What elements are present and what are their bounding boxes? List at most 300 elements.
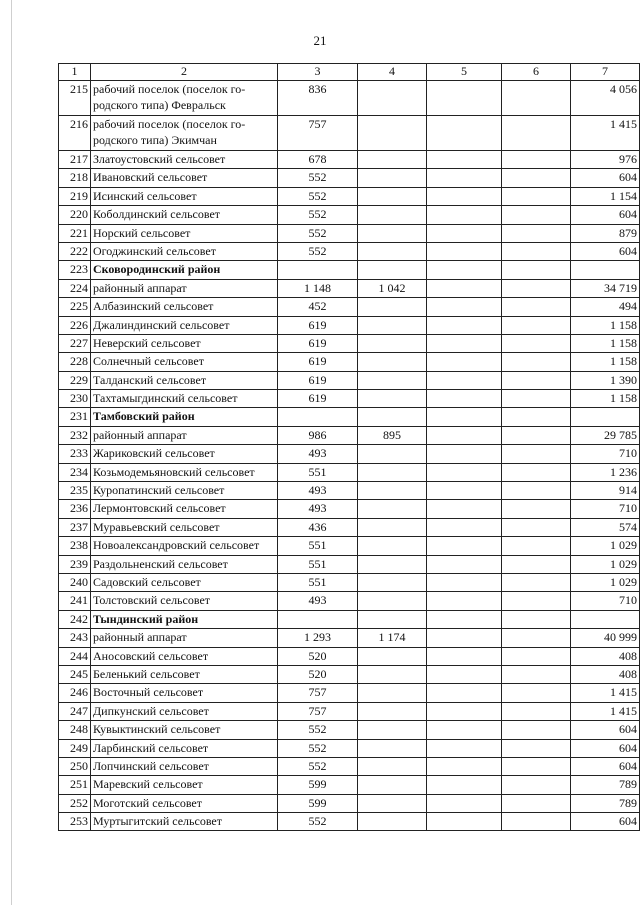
cell-col-5	[427, 518, 502, 536]
cell-col-5	[427, 555, 502, 573]
cell-col-6	[502, 573, 571, 591]
table-row	[59, 298, 640, 316]
row-name: Джалиндинский сельсовет	[91, 316, 278, 334]
row-number: 215	[59, 81, 91, 116]
row-name: рабочий поселок (поселок го-родского типа) Экимчан	[91, 116, 278, 151]
cell-col-5	[427, 334, 502, 352]
cell-col-4	[358, 592, 427, 610]
cell-col-7: 1 154	[571, 187, 640, 205]
row-number: 236	[59, 500, 91, 518]
row-number: 235	[59, 482, 91, 500]
table-row	[59, 573, 640, 591]
cell-col-5	[427, 187, 502, 205]
row-number: 242	[59, 610, 91, 628]
cell-col-7: 914	[571, 482, 640, 500]
table-row	[59, 151, 640, 169]
row-name: районный аппарат	[91, 279, 278, 297]
table-row	[59, 702, 640, 720]
row-name: Сковородинский район	[91, 261, 278, 279]
cell-col-4	[358, 445, 427, 463]
cell-col-3: 552	[278, 757, 358, 775]
cell-col-5	[427, 261, 502, 279]
cell-col-4	[358, 390, 427, 408]
row-number: 217	[59, 151, 91, 169]
cell-col-6	[502, 242, 571, 260]
table-row	[59, 334, 640, 352]
row-name: Ивановский сельсовет	[91, 169, 278, 187]
row-name: Муравьевский сельсовет	[91, 518, 278, 536]
row-name: Муртыгитский сельсовет	[91, 813, 278, 831]
row-number: 221	[59, 224, 91, 242]
cell-col-7: 710	[571, 592, 640, 610]
cell-col-7: 604	[571, 721, 640, 739]
cell-col-4	[358, 169, 427, 187]
row-name: Маревский сельсовет	[91, 776, 278, 794]
table-row	[59, 518, 640, 536]
cell-col-3: 493	[278, 500, 358, 518]
cell-col-4	[358, 81, 427, 116]
cell-col-6	[502, 537, 571, 555]
row-number: 230	[59, 390, 91, 408]
row-name: районный аппарат	[91, 629, 278, 647]
row-number: 237	[59, 518, 91, 536]
cell-col-5	[427, 537, 502, 555]
cell-col-4	[358, 242, 427, 260]
row-name: Лопчинский сельсовет	[91, 757, 278, 775]
cell-col-7: 1 415	[571, 702, 640, 720]
cell-col-6	[502, 482, 571, 500]
cell-col-7: 604	[571, 739, 640, 757]
row-name: Солнечный сельсовет	[91, 353, 278, 371]
cell-col-5	[427, 169, 502, 187]
cell-col-7: 604	[571, 242, 640, 260]
row-number: 252	[59, 794, 91, 812]
row-number: 253	[59, 813, 91, 831]
cell-col-4	[358, 371, 427, 389]
cell-col-5	[427, 445, 502, 463]
cell-col-3: 552	[278, 813, 358, 831]
row-number: 224	[59, 279, 91, 297]
cell-col-5	[427, 665, 502, 683]
cell-col-5	[427, 794, 502, 812]
row-number: 232	[59, 426, 91, 444]
cell-col-3: 986	[278, 426, 358, 444]
cell-col-5	[427, 629, 502, 647]
table-row	[59, 463, 640, 481]
cell-col-7: 408	[571, 665, 640, 683]
cell-col-6	[502, 702, 571, 720]
cell-col-7: 604	[571, 813, 640, 831]
table-row	[59, 116, 640, 151]
row-name: Садовский сельсовет	[91, 573, 278, 591]
cell-col-3: 1 148	[278, 279, 358, 297]
row-name: Исинский сельсовет	[91, 187, 278, 205]
scan-edge-line	[11, 0, 12, 905]
cell-col-4	[358, 116, 427, 151]
cell-col-7: 29 785	[571, 426, 640, 444]
cell-col-3	[278, 261, 358, 279]
cell-col-7: 789	[571, 794, 640, 812]
row-name: районный аппарат	[91, 426, 278, 444]
cell-col-3: 619	[278, 334, 358, 352]
cell-col-6	[502, 116, 571, 151]
cell-col-7: 1 390	[571, 371, 640, 389]
cell-col-6	[502, 279, 571, 297]
row-number: 243	[59, 629, 91, 647]
table-row	[59, 169, 640, 187]
cell-col-7: 574	[571, 518, 640, 536]
row-name: Неверский сельсовет	[91, 334, 278, 352]
cell-col-4	[358, 555, 427, 573]
cell-col-7: 1 158	[571, 390, 640, 408]
cell-col-5	[427, 224, 502, 242]
cell-col-4	[358, 353, 427, 371]
cell-col-3: 757	[278, 684, 358, 702]
table-row	[59, 739, 640, 757]
row-number: 219	[59, 187, 91, 205]
row-number: 250	[59, 757, 91, 775]
cell-col-7: 604	[571, 757, 640, 775]
cell-col-6	[502, 261, 571, 279]
cell-col-6	[502, 353, 571, 371]
cell-col-3: 551	[278, 463, 358, 481]
row-number: 239	[59, 555, 91, 573]
cell-col-4	[358, 665, 427, 683]
cell-col-7: 34 719	[571, 279, 640, 297]
cell-col-4	[358, 151, 427, 169]
table-row	[59, 224, 640, 242]
cell-col-5	[427, 116, 502, 151]
cell-col-4	[358, 334, 427, 352]
cell-col-3: 552	[278, 721, 358, 739]
table-row	[59, 390, 640, 408]
row-name: Куропатинский сельсовет	[91, 482, 278, 500]
table-row	[59, 665, 640, 683]
cell-col-5	[427, 353, 502, 371]
cell-col-6	[502, 316, 571, 334]
cell-col-6	[502, 390, 571, 408]
cell-col-7: 710	[571, 445, 640, 463]
cell-col-3: 757	[278, 116, 358, 151]
cell-col-3: 836	[278, 81, 358, 116]
cell-col-5	[427, 242, 502, 260]
cell-col-7: 879	[571, 224, 640, 242]
cell-col-6	[502, 151, 571, 169]
row-name: Норский сельсовет	[91, 224, 278, 242]
cell-col-3: 619	[278, 390, 358, 408]
table-row	[59, 371, 640, 389]
cell-col-6	[502, 794, 571, 812]
cell-col-5	[427, 371, 502, 389]
cell-col-7: 1 029	[571, 537, 640, 555]
cell-col-4	[358, 721, 427, 739]
table-row	[59, 426, 640, 444]
cell-col-5	[427, 721, 502, 739]
cell-col-6	[502, 757, 571, 775]
cell-col-6	[502, 426, 571, 444]
row-name: Козьмодемьяновский сельсовет	[91, 463, 278, 481]
cell-col-5	[427, 316, 502, 334]
cell-col-5	[427, 592, 502, 610]
cell-col-3: 520	[278, 665, 358, 683]
cell-col-4	[358, 463, 427, 481]
table-row	[59, 500, 640, 518]
cell-col-4	[358, 482, 427, 500]
cell-col-4	[358, 316, 427, 334]
cell-col-5	[427, 573, 502, 591]
cell-col-7: 1 236	[571, 463, 640, 481]
budget-table	[58, 63, 640, 831]
row-name: Восточный сельсовет	[91, 684, 278, 702]
row-number: 238	[59, 537, 91, 555]
row-number: 229	[59, 371, 91, 389]
cell-col-4	[358, 408, 427, 426]
table-row	[59, 206, 640, 224]
row-name: Моготский сельсовет	[91, 794, 278, 812]
header-cell-3: 3	[278, 64, 358, 81]
cell-col-5	[427, 151, 502, 169]
cell-col-3: 551	[278, 537, 358, 555]
cell-col-6	[502, 665, 571, 683]
row-number: 251	[59, 776, 91, 794]
cell-col-7: 1 415	[571, 116, 640, 151]
cell-col-4	[358, 684, 427, 702]
row-number: 234	[59, 463, 91, 481]
table-row	[59, 684, 640, 702]
cell-col-6	[502, 518, 571, 536]
cell-col-3: 757	[278, 702, 358, 720]
header-cell-1: 1	[59, 64, 91, 81]
cell-col-4	[358, 757, 427, 775]
cell-col-6	[502, 81, 571, 116]
cell-col-3: 452	[278, 298, 358, 316]
cell-col-7: 1 415	[571, 684, 640, 702]
cell-col-3: 552	[278, 206, 358, 224]
cell-col-6	[502, 371, 571, 389]
row-number: 233	[59, 445, 91, 463]
cell-col-6	[502, 592, 571, 610]
cell-col-7: 40 999	[571, 629, 640, 647]
cell-col-3: 619	[278, 316, 358, 334]
row-number: 246	[59, 684, 91, 702]
cell-col-3: 551	[278, 555, 358, 573]
cell-col-4	[358, 647, 427, 665]
table-row	[59, 353, 640, 371]
cell-col-5	[427, 702, 502, 720]
cell-col-6	[502, 408, 571, 426]
cell-col-4: 1 042	[358, 279, 427, 297]
cell-col-6	[502, 555, 571, 573]
row-name: Кувыктинский сельсовет	[91, 721, 278, 739]
table-row	[59, 445, 640, 463]
table-row	[59, 592, 640, 610]
row-number: 247	[59, 702, 91, 720]
cell-col-5	[427, 390, 502, 408]
header-cell-2: 2	[91, 64, 278, 81]
cell-col-6	[502, 721, 571, 739]
cell-col-7: 1 158	[571, 334, 640, 352]
table-row	[59, 757, 640, 775]
row-name: Талданский сельсовет	[91, 371, 278, 389]
header-cell-6: 6	[502, 64, 571, 81]
cell-col-6	[502, 684, 571, 702]
cell-col-6	[502, 334, 571, 352]
row-number: 245	[59, 665, 91, 683]
row-number: 225	[59, 298, 91, 316]
cell-col-5	[427, 813, 502, 831]
cell-col-6	[502, 206, 571, 224]
cell-col-4	[358, 518, 427, 536]
cell-col-4	[358, 776, 427, 794]
table-row	[59, 647, 640, 665]
cell-col-6	[502, 647, 571, 665]
cell-col-7: 408	[571, 647, 640, 665]
table-row	[59, 537, 640, 555]
row-name: Огоджинский сельсовет	[91, 242, 278, 260]
row-number: 231	[59, 408, 91, 426]
cell-col-3: 599	[278, 794, 358, 812]
cell-col-5	[427, 279, 502, 297]
table-row	[59, 261, 640, 279]
cell-col-3: 552	[278, 739, 358, 757]
cell-col-7: 789	[571, 776, 640, 794]
cell-col-6	[502, 187, 571, 205]
cell-col-6	[502, 463, 571, 481]
row-number: 218	[59, 169, 91, 187]
cell-col-6	[502, 813, 571, 831]
cell-col-7: 1 158	[571, 353, 640, 371]
row-name: Толстовский сельсовет	[91, 592, 278, 610]
cell-col-7	[571, 610, 640, 628]
cell-col-6	[502, 610, 571, 628]
cell-col-7	[571, 408, 640, 426]
cell-col-4	[358, 187, 427, 205]
cell-col-3: 493	[278, 482, 358, 500]
row-number: 216	[59, 116, 91, 151]
header-cell-7: 7	[571, 64, 640, 81]
cell-col-6	[502, 298, 571, 316]
row-name: Аносовский сельсовет	[91, 647, 278, 665]
cell-col-3: 552	[278, 187, 358, 205]
cell-col-6	[502, 739, 571, 757]
cell-col-7: 1 029	[571, 573, 640, 591]
cell-col-4	[358, 739, 427, 757]
cell-col-4: 895	[358, 426, 427, 444]
cell-col-7	[571, 261, 640, 279]
cell-col-5	[427, 298, 502, 316]
table-row	[59, 610, 640, 628]
cell-col-5	[427, 684, 502, 702]
cell-col-4	[358, 537, 427, 555]
cell-col-4	[358, 500, 427, 518]
row-number: 241	[59, 592, 91, 610]
cell-col-4	[358, 573, 427, 591]
cell-col-7: 494	[571, 298, 640, 316]
table-row	[59, 81, 640, 116]
cell-col-5	[427, 500, 502, 518]
row-number: 228	[59, 353, 91, 371]
row-number: 249	[59, 739, 91, 757]
table-row	[59, 242, 640, 260]
table-row	[59, 721, 640, 739]
cell-col-3: 619	[278, 371, 358, 389]
row-name: рабочий поселок (поселок го-родского типа) Февральск	[91, 81, 278, 116]
cell-col-7: 604	[571, 206, 640, 224]
cell-col-6	[502, 445, 571, 463]
cell-col-4	[358, 298, 427, 316]
cell-col-3: 551	[278, 573, 358, 591]
table-body	[59, 81, 640, 831]
cell-col-6	[502, 169, 571, 187]
row-name: Жариковский сельсовет	[91, 445, 278, 463]
cell-col-4	[358, 610, 427, 628]
cell-col-6	[502, 500, 571, 518]
cell-col-3	[278, 408, 358, 426]
table-row	[59, 316, 640, 334]
cell-col-4	[358, 261, 427, 279]
cell-col-3: 599	[278, 776, 358, 794]
cell-col-3: 552	[278, 224, 358, 242]
cell-col-5	[427, 408, 502, 426]
row-name: Новоалександровский сельсовет	[91, 537, 278, 555]
cell-col-5	[427, 647, 502, 665]
row-name: Ларбинский сельсовет	[91, 739, 278, 757]
row-name: Златоустовский сельсовет	[91, 151, 278, 169]
cell-col-4	[358, 702, 427, 720]
row-name: Тахтамыгдинский сельсовет	[91, 390, 278, 408]
table-row	[59, 629, 640, 647]
table-row	[59, 279, 640, 297]
cell-col-6	[502, 224, 571, 242]
cell-col-3: 1 293	[278, 629, 358, 647]
row-name: Тындинский район	[91, 610, 278, 628]
row-name: Тамбовский район	[91, 408, 278, 426]
cell-col-4	[358, 813, 427, 831]
row-number: 223	[59, 261, 91, 279]
cell-col-3: 619	[278, 353, 358, 371]
page-number: 21	[313, 33, 327, 48]
cell-col-3: 493	[278, 592, 358, 610]
cell-col-7: 976	[571, 151, 640, 169]
cell-col-5	[427, 776, 502, 794]
cell-col-3	[278, 610, 358, 628]
row-number: 244	[59, 647, 91, 665]
row-name: Дипкунский сельсовет	[91, 702, 278, 720]
row-name: Албазинский сельсовет	[91, 298, 278, 316]
cell-col-5	[427, 482, 502, 500]
cell-col-7: 4 056	[571, 81, 640, 116]
cell-col-7: 604	[571, 169, 640, 187]
cell-col-7: 1 029	[571, 555, 640, 573]
row-number: 226	[59, 316, 91, 334]
table-header-row	[59, 64, 640, 81]
row-name: Беленький сельсовет	[91, 665, 278, 683]
cell-col-4	[358, 224, 427, 242]
cell-col-3: 520	[278, 647, 358, 665]
row-name: Лермонтовский сельсовет	[91, 500, 278, 518]
cell-col-4	[358, 206, 427, 224]
cell-col-3: 552	[278, 242, 358, 260]
cell-col-7: 1 158	[571, 316, 640, 334]
table-row	[59, 813, 640, 831]
table-row	[59, 776, 640, 794]
row-number: 248	[59, 721, 91, 739]
cell-col-3: 552	[278, 169, 358, 187]
cell-col-7: 710	[571, 500, 640, 518]
row-name: Коболдинский сельсовет	[91, 206, 278, 224]
cell-col-6	[502, 629, 571, 647]
cell-col-3: 493	[278, 445, 358, 463]
